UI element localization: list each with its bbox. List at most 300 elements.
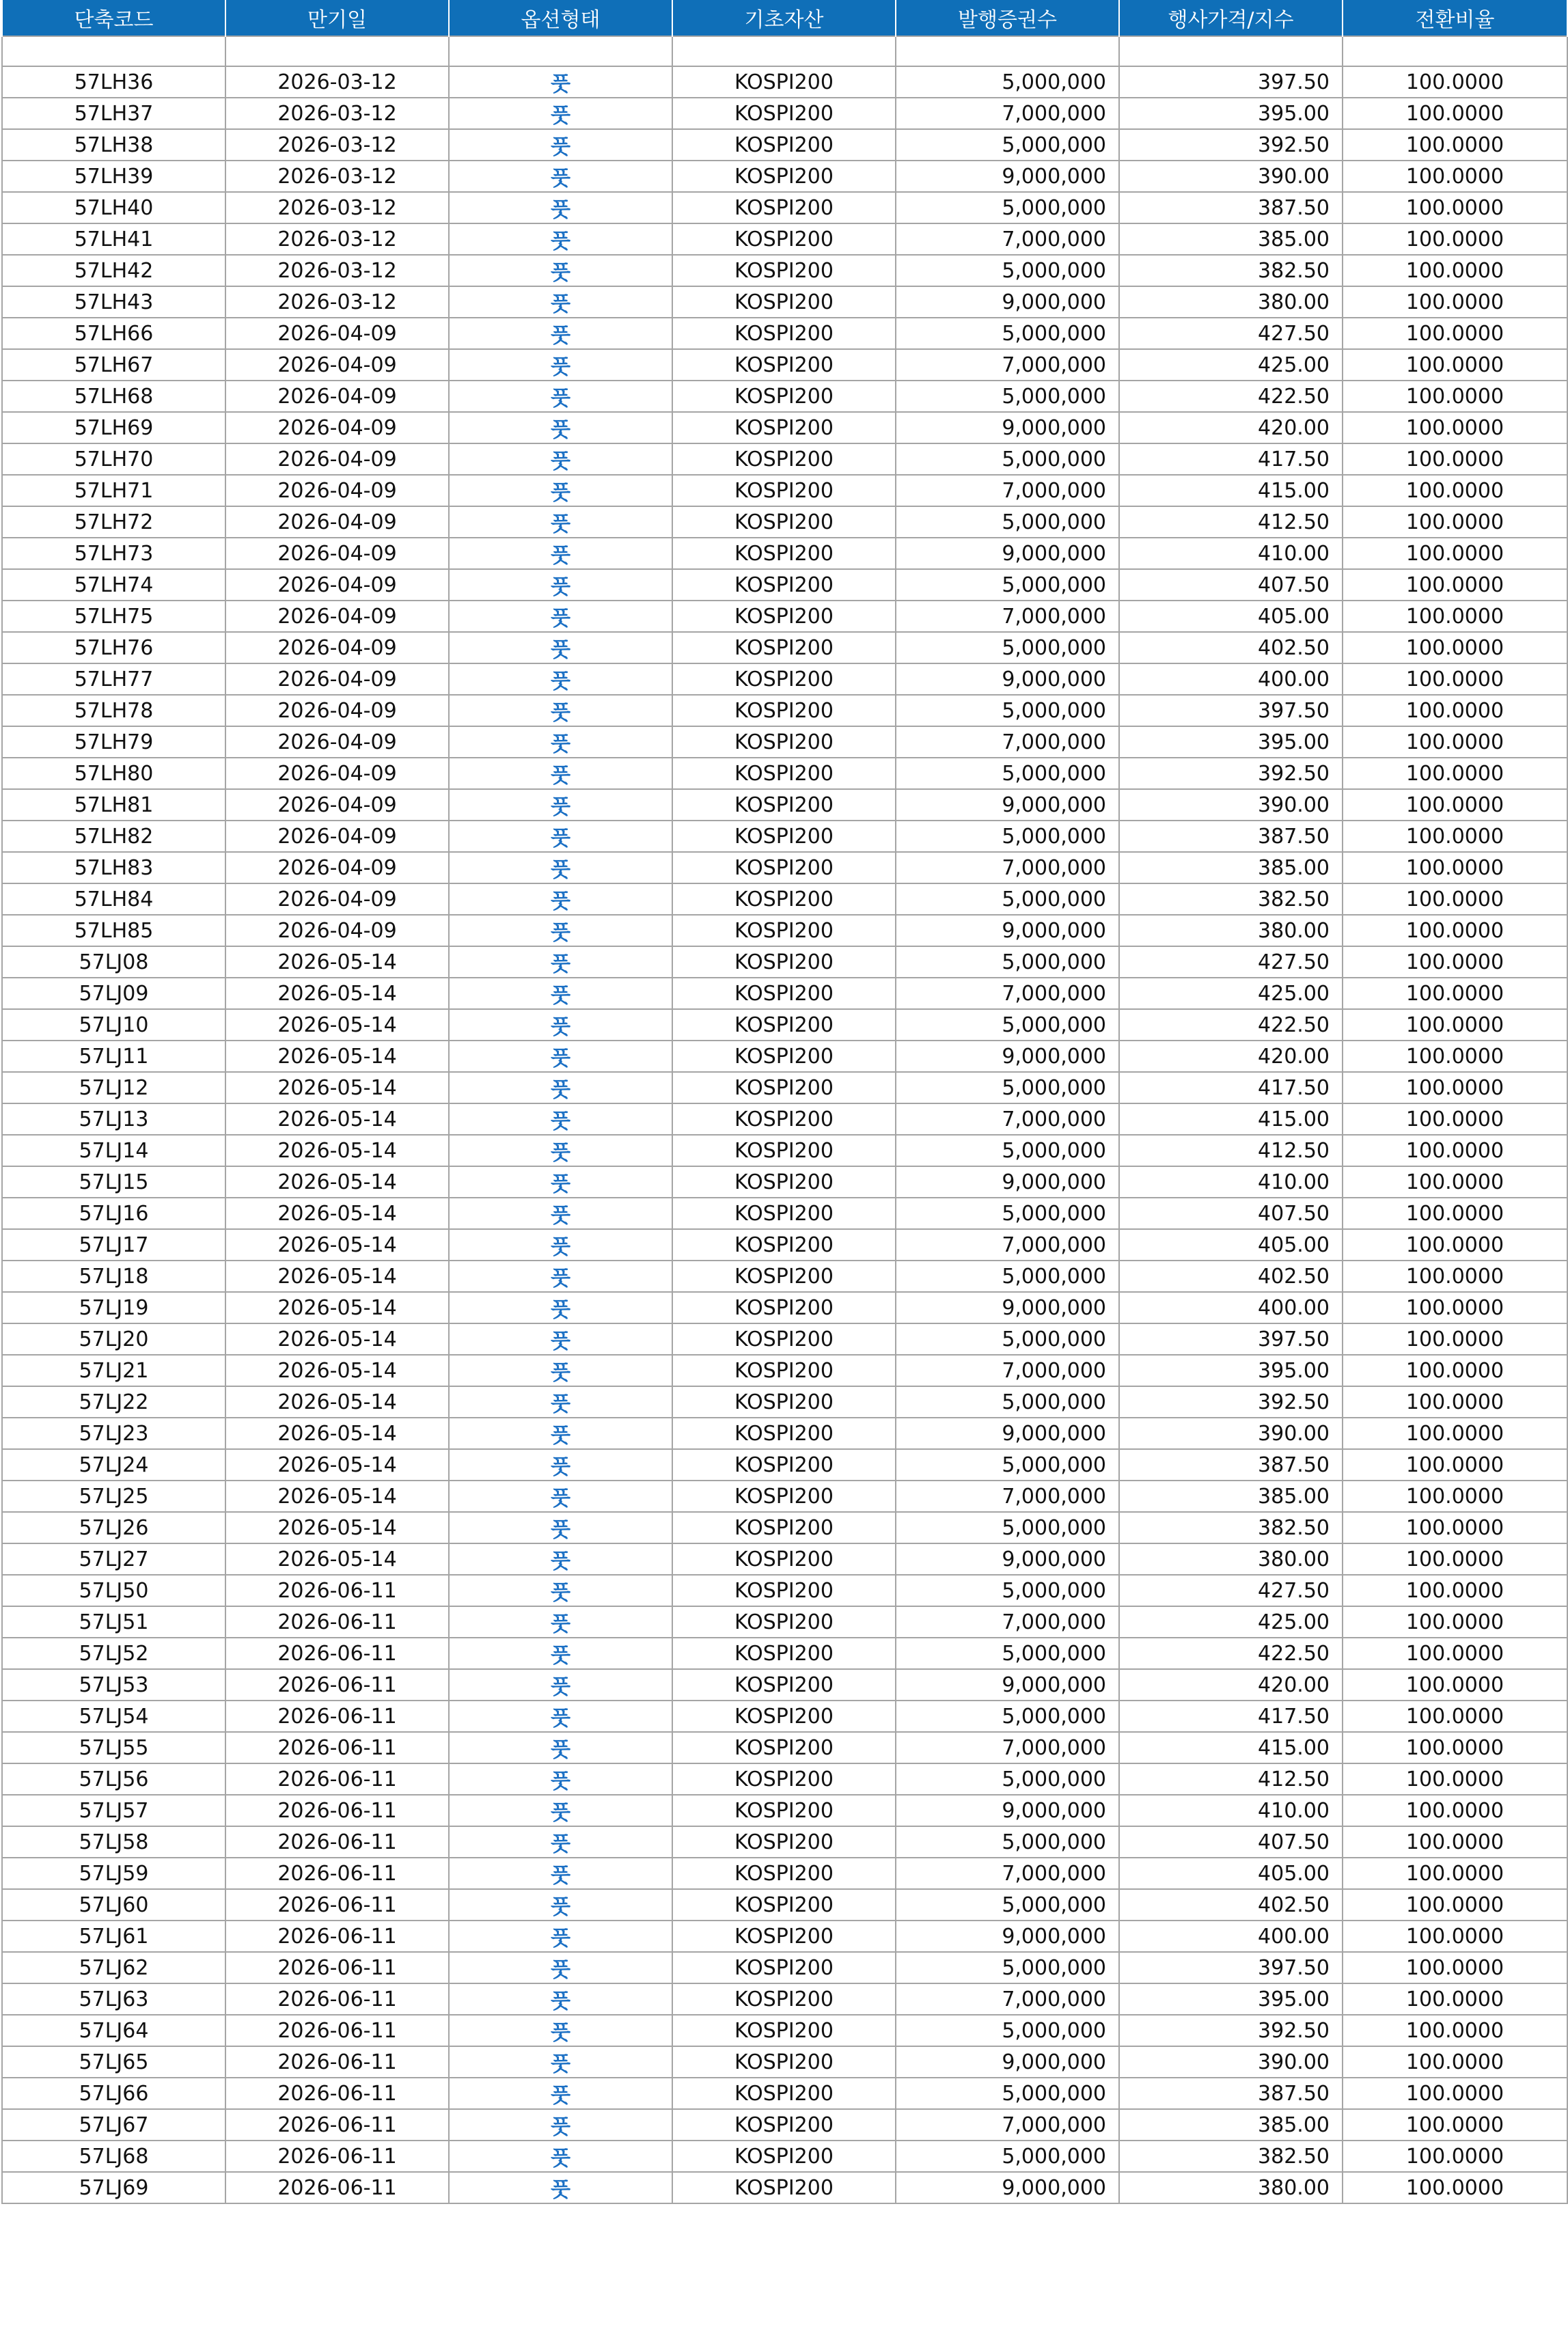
underlying-asset-cell: KOSPI200: [672, 569, 896, 601]
expiry-date-cell: 2026-06-11: [225, 1795, 449, 1826]
table-row: [2, 1701, 1567, 1732]
issued-quantity-cell: 5,000,000: [896, 1135, 1119, 1166]
conversion-ratio-cell: 100.0000: [1343, 1606, 1567, 1638]
underlying-asset-cell: KOSPI200: [672, 821, 896, 852]
conversion-ratio-cell: 100.0000: [1343, 1386, 1567, 1418]
expiry-date-cell: 2026-03-12: [225, 223, 449, 255]
underlying-asset-cell: KOSPI200: [672, 978, 896, 1009]
option-type-cell: 풋: [449, 1638, 672, 1669]
short-code-cell: 57LJ26: [2, 1512, 225, 1543]
conversion-ratio-cell: 100.0000: [1343, 381, 1567, 412]
short-code-cell: 57LJ11: [2, 1041, 225, 1072]
expiry-date-cell: 2026-05-14: [225, 1292, 449, 1323]
strike-price-cell: 382.50: [1119, 255, 1343, 286]
short-code-cell: 57LJ16: [2, 1198, 225, 1229]
expiry-date-cell: 2026-04-09: [225, 726, 449, 758]
issued-quantity-cell: 9,000,000: [896, 789, 1119, 821]
table-row: [2, 1983, 1567, 2015]
short-code-cell: 57LJ14: [2, 1135, 225, 1166]
underlying-asset-cell: KOSPI200: [672, 946, 896, 978]
conversion-ratio-cell: 100.0000: [1343, 475, 1567, 506]
table-row: [2, 569, 1567, 601]
strike-price-cell: 380.00: [1119, 1543, 1343, 1575]
short-code-cell: 57LJ22: [2, 1386, 225, 1418]
underlying-asset-cell: KOSPI200: [672, 223, 896, 255]
issued-quantity-cell: 9,000,000: [896, 1669, 1119, 1701]
short-code-cell: 57LJ23: [2, 1418, 225, 1449]
expiry-date-cell: 2026-06-11: [225, 2015, 449, 2046]
expiry-date-cell: 2026-05-14: [225, 1323, 449, 1355]
short-code-cell: 57LJ10: [2, 1009, 225, 1041]
expiry-date-cell: 2026-04-09: [225, 412, 449, 443]
option-type-cell: 풋: [449, 1386, 672, 1418]
option-type-cell: 풋: [449, 349, 672, 381]
table-row: [2, 1261, 1567, 1292]
issued-quantity-cell: 5,000,000: [896, 1826, 1119, 1858]
conversion-ratio-cell: 100.0000: [1343, 1261, 1567, 1292]
option-type-cell: 풋: [449, 632, 672, 663]
option-type-cell: 풋: [449, 1229, 672, 1261]
underlying-asset-cell: KOSPI200: [672, 255, 896, 286]
strike-price-cell: 380.00: [1119, 286, 1343, 318]
underlying-asset-cell: KOSPI200: [672, 66, 896, 98]
option-type-cell: 풋: [449, 1889, 672, 1921]
table-row: [2, 1355, 1567, 1386]
issued-quantity-cell: 5,000,000: [896, 758, 1119, 789]
underlying-asset-cell: KOSPI200: [672, 1072, 896, 1103]
conversion-ratio-cell: 100.0000: [1343, 726, 1567, 758]
table-row: [2, 223, 1567, 255]
issued-quantity-cell: 9,000,000: [896, 412, 1119, 443]
issued-quantity-cell: 5,000,000: [896, 255, 1119, 286]
conversion-ratio-cell: 100.0000: [1343, 2015, 1567, 2046]
table-row: [2, 161, 1567, 192]
option-type-cell: 풋: [449, 1512, 672, 1543]
issued-quantity-cell: 5,000,000: [896, 129, 1119, 161]
issued-quantity-cell: 5,000,000: [896, 1952, 1119, 1983]
table-row: [2, 1103, 1567, 1135]
expiry-date-cell: 2026-04-09: [225, 475, 449, 506]
expiry-date-cell: 2026-06-11: [225, 1952, 449, 1983]
issued-quantity-cell: 9,000,000: [896, 1921, 1119, 1952]
expiry-date-cell: 2026-03-12: [225, 66, 449, 98]
expiry-date-cell: 2026-04-09: [225, 915, 449, 946]
option-type-cell: 풋: [449, 1198, 672, 1229]
issued-quantity-cell: 5,000,000: [896, 1261, 1119, 1292]
underlying-asset-cell: KOSPI200: [672, 1858, 896, 1889]
underlying-asset-cell: KOSPI200: [672, 1323, 896, 1355]
table-row: [2, 1386, 1567, 1418]
conversion-ratio-cell: 100.0000: [1343, 1763, 1567, 1795]
table-row: [2, 1449, 1567, 1481]
conversion-ratio-cell: 100.0000: [1343, 1323, 1567, 1355]
expiry-date-cell: 2026-05-14: [225, 1386, 449, 1418]
table-row: [2, 695, 1567, 726]
conversion-ratio-cell: 100.0000: [1343, 1449, 1567, 1481]
underlying-asset-cell: KOSPI200: [672, 663, 896, 695]
conversion-ratio-cell: 100.0000: [1343, 1166, 1567, 1198]
issued-quantity-cell: 9,000,000: [896, 1041, 1119, 1072]
table-row: [2, 1921, 1567, 1952]
strike-price-cell: 410.00: [1119, 538, 1343, 569]
issued-quantity-cell: 7,000,000: [896, 1355, 1119, 1386]
issued-quantity-cell: 5,000,000: [896, 2015, 1119, 2046]
expiry-date-cell: 2026-05-14: [225, 1512, 449, 1543]
option-type-cell: 풋: [449, 1481, 672, 1512]
expiry-date-cell: 2026-04-09: [225, 601, 449, 632]
issued-quantity-cell: 9,000,000: [896, 1795, 1119, 1826]
underlying-asset-cell: KOSPI200: [672, 883, 896, 915]
issued-quantity-cell: 7,000,000: [896, 1858, 1119, 1889]
conversion-ratio-cell: 100.0000: [1343, 1826, 1567, 1858]
issued-quantity-cell: 7,000,000: [896, 1732, 1119, 1763]
option-type-cell: 풋: [449, 758, 672, 789]
strike-price-cell: 382.50: [1119, 1512, 1343, 1543]
short-code-cell: 57LJ65: [2, 2046, 225, 2078]
table-row: [2, 1575, 1567, 1606]
underlying-asset-cell: KOSPI200: [672, 1166, 896, 1198]
strike-price-cell: 390.00: [1119, 1418, 1343, 1449]
short-code-cell: 57LJ68: [2, 2141, 225, 2172]
option-type-cell: 풋: [449, 1418, 672, 1449]
conversion-ratio-cell: 100.0000: [1343, 1795, 1567, 1826]
strike-price-cell: 425.00: [1119, 978, 1343, 1009]
option-type-cell: 풋: [449, 1166, 672, 1198]
strike-price-cell: 390.00: [1119, 161, 1343, 192]
short-code-cell: 57LH84: [2, 883, 225, 915]
issued-quantity-cell: 7,000,000: [896, 1606, 1119, 1638]
short-code-cell: 57LJ69: [2, 2172, 225, 2203]
option-type-cell: 풋: [449, 192, 672, 223]
conversion-ratio-cell: 100.0000: [1343, 663, 1567, 695]
strike-price-cell: 392.50: [1119, 2015, 1343, 2046]
issued-quantity-cell: 5,000,000: [896, 2141, 1119, 2172]
expiry-date-cell: 2026-04-09: [225, 852, 449, 883]
conversion-ratio-cell: 100.0000: [1343, 2172, 1567, 2203]
strike-price-cell: 400.00: [1119, 1292, 1343, 1323]
strike-price-cell: 405.00: [1119, 1858, 1343, 1889]
option-type-cell: 풋: [449, 1009, 672, 1041]
issued-quantity-cell: 5,000,000: [896, 1763, 1119, 1795]
issued-quantity-cell: 7,000,000: [896, 1983, 1119, 2015]
expiry-date-cell: 2026-06-11: [225, 1921, 449, 1952]
expiry-date-cell: 2026-05-14: [225, 1072, 449, 1103]
underlying-asset-cell: KOSPI200: [672, 915, 896, 946]
issued-quantity-cell: 9,000,000: [896, 2046, 1119, 2078]
table-row: [2, 1512, 1567, 1543]
underlying-asset-cell: KOSPI200: [672, 1198, 896, 1229]
issued-quantity-cell: 5,000,000: [896, 946, 1119, 978]
underlying-asset-cell: KOSPI200: [672, 1732, 896, 1763]
option-type-cell: 풋: [449, 381, 672, 412]
issued-quantity-cell: 5,000,000: [896, 1323, 1119, 1355]
short-code-cell: 57LJ17: [2, 1229, 225, 1261]
conversion-ratio-cell: 100.0000: [1343, 569, 1567, 601]
short-code-cell: 57LH73: [2, 538, 225, 569]
short-code-cell: 57LH85: [2, 915, 225, 946]
strike-price-cell: 427.50: [1119, 318, 1343, 349]
underlying-asset-cell: KOSPI200: [672, 1921, 896, 1952]
table-row: [2, 349, 1567, 381]
short-code-cell: 57LJ64: [2, 2015, 225, 2046]
strike-price-cell: 405.00: [1119, 601, 1343, 632]
conversion-ratio-cell: 100.0000: [1343, 318, 1567, 349]
issued-quantity-cell: 5,000,000: [896, 695, 1119, 726]
option-type-cell: 풋: [449, 1606, 672, 1638]
short-code-cell: 57LJ52: [2, 1638, 225, 1669]
option-type-cell: 풋: [449, 318, 672, 349]
issued-quantity-cell: 9,000,000: [896, 1543, 1119, 1575]
strike-price-cell: 392.50: [1119, 758, 1343, 789]
strike-price-cell: 417.50: [1119, 1701, 1343, 1732]
strike-price-cell: 382.50: [1119, 2141, 1343, 2172]
underlying-asset-cell: KOSPI200: [672, 1795, 896, 1826]
underlying-asset-cell: KOSPI200: [672, 1889, 896, 1921]
table-row: [2, 1418, 1567, 1449]
blank-row: [2, 36, 1567, 66]
underlying-asset-cell: KOSPI200: [672, 1103, 896, 1135]
expiry-date-cell: 2026-06-11: [225, 2172, 449, 2203]
expiry-date-cell: 2026-04-09: [225, 538, 449, 569]
expiry-date-cell: 2026-04-09: [225, 381, 449, 412]
strike-price-cell: 420.00: [1119, 412, 1343, 443]
strike-price-cell: 380.00: [1119, 915, 1343, 946]
strike-price-cell: 397.50: [1119, 1323, 1343, 1355]
option-type-cell: 풋: [449, 1072, 672, 1103]
underlying-asset-cell: KOSPI200: [672, 1763, 896, 1795]
short-code-cell: 57LH42: [2, 255, 225, 286]
column-header-expiry-date: 만기일: [225, 0, 449, 36]
issued-quantity-cell: 5,000,000: [896, 192, 1119, 223]
expiry-date-cell: 2026-03-12: [225, 98, 449, 129]
conversion-ratio-cell: 100.0000: [1343, 1921, 1567, 1952]
expiry-date-cell: 2026-04-09: [225, 318, 449, 349]
strike-price-cell: 387.50: [1119, 2078, 1343, 2109]
short-code-cell: 57LJ24: [2, 1449, 225, 1481]
table-row: [2, 318, 1567, 349]
underlying-asset-cell: KOSPI200: [672, 318, 896, 349]
underlying-asset-cell: KOSPI200: [672, 192, 896, 223]
conversion-ratio-cell: 100.0000: [1343, 1543, 1567, 1575]
expiry-date-cell: 2026-06-11: [225, 1983, 449, 2015]
expiry-date-cell: 2026-05-14: [225, 1009, 449, 1041]
underlying-asset-cell: KOSPI200: [672, 1041, 896, 1072]
table-row: [2, 1795, 1567, 1826]
option-type-cell: 풋: [449, 223, 672, 255]
table-row: [2, 98, 1567, 129]
table-row: [2, 2109, 1567, 2141]
issued-quantity-cell: 7,000,000: [896, 726, 1119, 758]
option-type-cell: 풋: [449, 1952, 672, 1983]
option-type-cell: 풋: [449, 1858, 672, 1889]
option-type-cell: 풋: [449, 443, 672, 475]
underlying-asset-cell: KOSPI200: [672, 412, 896, 443]
issued-quantity-cell: 7,000,000: [896, 1103, 1119, 1135]
option-type-cell: 풋: [449, 1355, 672, 1386]
option-type-cell: 풋: [449, 1449, 672, 1481]
strike-price-cell: 392.50: [1119, 129, 1343, 161]
conversion-ratio-cell: 100.0000: [1343, 1103, 1567, 1135]
option-type-cell: 풋: [449, 286, 672, 318]
table-row: [2, 852, 1567, 883]
option-type-cell: 풋: [449, 1041, 672, 1072]
underlying-asset-cell: KOSPI200: [672, 1669, 896, 1701]
table-row: [2, 538, 1567, 569]
issued-quantity-cell: 5,000,000: [896, 66, 1119, 98]
table-row: [2, 946, 1567, 978]
strike-price-cell: 417.50: [1119, 1072, 1343, 1103]
short-code-cell: 57LH79: [2, 726, 225, 758]
expiry-date-cell: 2026-06-11: [225, 1889, 449, 1921]
option-type-cell: 풋: [449, 129, 672, 161]
short-code-cell: 57LJ25: [2, 1481, 225, 1512]
short-code-cell: 57LH37: [2, 98, 225, 129]
strike-price-cell: 425.00: [1119, 349, 1343, 381]
option-type-cell: 풋: [449, 946, 672, 978]
conversion-ratio-cell: 100.0000: [1343, 601, 1567, 632]
short-code-cell: 57LJ63: [2, 1983, 225, 2015]
expiry-date-cell: 2026-04-09: [225, 758, 449, 789]
short-code-cell: 57LH67: [2, 349, 225, 381]
option-type-cell: 풋: [449, 1701, 672, 1732]
issued-quantity-cell: 7,000,000: [896, 1481, 1119, 1512]
short-code-cell: 57LH39: [2, 161, 225, 192]
expiry-date-cell: 2026-03-12: [225, 192, 449, 223]
strike-price-cell: 407.50: [1119, 1198, 1343, 1229]
conversion-ratio-cell: 100.0000: [1343, 852, 1567, 883]
underlying-asset-cell: KOSPI200: [672, 1952, 896, 1983]
short-code-cell: 57LJ56: [2, 1763, 225, 1795]
table-row: [2, 915, 1567, 946]
conversion-ratio-cell: 100.0000: [1343, 1889, 1567, 1921]
issued-quantity-cell: 7,000,000: [896, 852, 1119, 883]
strike-price-cell: 422.50: [1119, 1638, 1343, 1669]
option-type-cell: 풋: [449, 1795, 672, 1826]
issued-quantity-cell: 5,000,000: [896, 1638, 1119, 1669]
table-row: [2, 601, 1567, 632]
conversion-ratio-cell: 100.0000: [1343, 1292, 1567, 1323]
conversion-ratio-cell: 100.0000: [1343, 946, 1567, 978]
expiry-date-cell: 2026-05-14: [225, 1481, 449, 1512]
short-code-cell: 57LJ18: [2, 1261, 225, 1292]
short-code-cell: 57LJ51: [2, 1606, 225, 1638]
expiry-date-cell: 2026-05-14: [225, 1355, 449, 1386]
table-cell: [672, 36, 896, 66]
issued-quantity-cell: 5,000,000: [896, 632, 1119, 663]
conversion-ratio-cell: 100.0000: [1343, 1983, 1567, 2015]
issued-quantity-cell: 7,000,000: [896, 601, 1119, 632]
underlying-asset-cell: KOSPI200: [672, 1418, 896, 1449]
short-code-cell: 57LH72: [2, 506, 225, 538]
underlying-asset-cell: KOSPI200: [672, 1449, 896, 1481]
strike-price-cell: 387.50: [1119, 821, 1343, 852]
strike-price-cell: 380.00: [1119, 2172, 1343, 2203]
strike-price-cell: 397.50: [1119, 1952, 1343, 1983]
conversion-ratio-cell: 100.0000: [1343, 632, 1567, 663]
conversion-ratio-cell: 100.0000: [1343, 349, 1567, 381]
option-type-cell: 풋: [449, 1543, 672, 1575]
option-type-cell: 풋: [449, 569, 672, 601]
expiry-date-cell: 2026-05-14: [225, 946, 449, 978]
strike-price-cell: 417.50: [1119, 443, 1343, 475]
conversion-ratio-cell: 100.0000: [1343, 98, 1567, 129]
conversion-ratio-cell: 100.0000: [1343, 538, 1567, 569]
conversion-ratio-cell: 100.0000: [1343, 883, 1567, 915]
strike-price-cell: 420.00: [1119, 1669, 1343, 1701]
issued-quantity-cell: 5,000,000: [896, 1449, 1119, 1481]
underlying-asset-cell: KOSPI200: [672, 1983, 896, 2015]
issued-quantity-cell: 5,000,000: [896, 1386, 1119, 1418]
expiry-date-cell: 2026-04-09: [225, 695, 449, 726]
issued-quantity-cell: 9,000,000: [896, 1166, 1119, 1198]
table-row: [2, 66, 1567, 98]
strike-price-cell: 402.50: [1119, 1261, 1343, 1292]
conversion-ratio-cell: 100.0000: [1343, 758, 1567, 789]
table-cell: [2, 36, 225, 66]
strike-price-cell: 385.00: [1119, 1481, 1343, 1512]
underlying-asset-cell: KOSPI200: [672, 852, 896, 883]
table-row: [2, 978, 1567, 1009]
option-type-cell: 풋: [449, 883, 672, 915]
issued-quantity-cell: 9,000,000: [896, 663, 1119, 695]
underlying-asset-cell: KOSPI200: [672, 632, 896, 663]
strike-price-cell: 412.50: [1119, 1763, 1343, 1795]
conversion-ratio-cell: 100.0000: [1343, 821, 1567, 852]
table-row: [2, 1198, 1567, 1229]
issued-quantity-cell: 7,000,000: [896, 223, 1119, 255]
strike-price-cell: 415.00: [1119, 475, 1343, 506]
table-row: [2, 821, 1567, 852]
underlying-asset-cell: KOSPI200: [672, 1606, 896, 1638]
issued-quantity-cell: 9,000,000: [896, 915, 1119, 946]
conversion-ratio-cell: 100.0000: [1343, 1041, 1567, 1072]
conversion-ratio-cell: 100.0000: [1343, 2109, 1567, 2141]
option-type-cell: 풋: [449, 915, 672, 946]
underlying-asset-cell: KOSPI200: [672, 1386, 896, 1418]
short-code-cell: 57LJ50: [2, 1575, 225, 1606]
expiry-date-cell: 2026-04-09: [225, 349, 449, 381]
short-code-cell: 57LJ61: [2, 1921, 225, 1952]
table-row: [2, 2015, 1567, 2046]
table-row: [2, 1072, 1567, 1103]
expiry-date-cell: 2026-05-14: [225, 1198, 449, 1229]
table-cell: [449, 36, 672, 66]
table-row: [2, 632, 1567, 663]
strike-price-cell: 385.00: [1119, 2109, 1343, 2141]
short-code-cell: 57LH82: [2, 821, 225, 852]
conversion-ratio-cell: 100.0000: [1343, 1481, 1567, 1512]
conversion-ratio-cell: 100.0000: [1343, 1072, 1567, 1103]
short-code-cell: 57LH40: [2, 192, 225, 223]
strike-price-cell: 397.50: [1119, 695, 1343, 726]
option-type-cell: 풋: [449, 1669, 672, 1701]
underlying-asset-cell: KOSPI200: [672, 2046, 896, 2078]
expiry-date-cell: 2026-06-11: [225, 2109, 449, 2141]
underlying-asset-cell: KOSPI200: [672, 1261, 896, 1292]
table-row: [2, 129, 1567, 161]
table-header: [2, 0, 1567, 36]
conversion-ratio-cell: 100.0000: [1343, 1952, 1567, 1983]
strike-price-cell: 402.50: [1119, 1889, 1343, 1921]
strike-price-cell: 410.00: [1119, 1166, 1343, 1198]
strike-price-cell: 392.50: [1119, 1386, 1343, 1418]
short-code-cell: 57LJ67: [2, 2109, 225, 2141]
issued-quantity-cell: 9,000,000: [896, 161, 1119, 192]
strike-price-cell: 420.00: [1119, 1041, 1343, 1072]
short-code-cell: 57LJ08: [2, 946, 225, 978]
expiry-date-cell: 2026-05-14: [225, 1449, 449, 1481]
option-type-cell: 풋: [449, 2109, 672, 2141]
